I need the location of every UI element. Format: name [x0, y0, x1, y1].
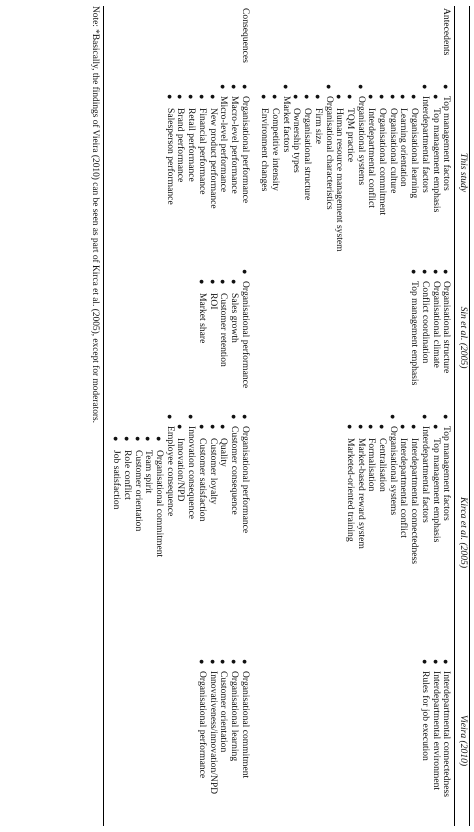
list-item: [387, 412, 398, 653]
list-item: [408, 267, 419, 408]
list-item: [207, 267, 218, 408]
list-item-text: Market-based reward system: [355, 438, 367, 549]
list-item: [269, 82, 280, 263]
list-item: [408, 412, 419, 653]
list-item-text: Organisational characteristics: [323, 96, 335, 210]
bullet-list: [111, 412, 250, 653]
list-item-text: Marketed-oriented training: [344, 438, 356, 542]
list-item-text: Customer orientation: [132, 450, 144, 532]
list-item: [387, 82, 398, 263]
list-item: [419, 657, 430, 824]
list-item-text: Organisational performance: [239, 281, 251, 389]
bullet-icon: ●: [398, 424, 409, 430]
bullet-icon: ●: [344, 94, 355, 100]
bullet-icon: ●: [409, 424, 420, 430]
list-item: [164, 412, 175, 653]
list-item: [121, 412, 132, 653]
bullet-icon: ●: [441, 414, 452, 420]
bullet-icon: ●: [419, 414, 430, 420]
bullet-icon: ●: [430, 424, 441, 430]
consequences-this-study: [104, 80, 253, 265]
list-item: [398, 412, 409, 653]
bullet-icon: ●: [154, 436, 165, 442]
list-item-text: TQM practice: [344, 108, 356, 163]
header-this-study: This study: [455, 80, 470, 265]
list-item: [259, 82, 270, 263]
list-item-text: Financial performance: [196, 108, 208, 195]
list-item-text: Role conflict: [121, 450, 133, 500]
bullet-icon: ●: [419, 659, 430, 665]
list-item: [228, 657, 239, 824]
bullet-icon: ●: [409, 269, 420, 275]
bullet-icon: ●: [196, 94, 207, 100]
header-cell-empty: [455, 6, 470, 80]
list-item-text: Employee consequence: [164, 426, 176, 517]
bullet-icon: ●: [111, 436, 122, 442]
bullet-icon: ●: [132, 436, 143, 442]
header-sin-2005: Sin et al. (2005): [455, 265, 470, 410]
list-item: [430, 412, 441, 653]
list-item: [441, 267, 452, 408]
list-item-text: Customer consequence: [228, 426, 240, 515]
bullet-icon: ●: [121, 436, 132, 442]
list-item: [196, 657, 207, 824]
bullet-icon: ●: [419, 269, 430, 275]
list-item-text: Macro-level performance: [228, 96, 240, 194]
bullet-icon: ●: [228, 414, 239, 420]
bullet-list: [259, 82, 452, 263]
list-item-text: Customer retention: [218, 293, 230, 367]
list-item: [344, 82, 355, 263]
list-item: [239, 82, 250, 263]
bullet-icon: ●: [419, 84, 430, 90]
list-item-text: Organisational structure: [302, 108, 314, 201]
list-item: [430, 82, 441, 263]
bullet-icon: ●: [366, 424, 377, 430]
list-item-text: Organisational performance: [239, 426, 251, 534]
list-item: [376, 82, 387, 263]
list-item-text: Top management factors: [441, 426, 453, 521]
list-item: [419, 82, 430, 263]
bullet-icon: ●: [196, 279, 207, 285]
bullet-icon: ●: [344, 424, 355, 430]
list-item-text: Innovativeness/innovation/NPD: [207, 671, 219, 795]
row-antecedents: [253, 6, 455, 826]
bullet-icon: ●: [164, 94, 175, 100]
bullet-icon: ●: [387, 94, 398, 100]
bullet-icon: ●: [186, 414, 197, 420]
bullet-icon: ●: [228, 279, 239, 285]
bullet-list: [408, 267, 451, 408]
header-vieira-2010: Vieira (2010): [455, 655, 470, 826]
bullet-list: [196, 657, 250, 824]
list-item-text: Organisational learning: [409, 108, 421, 199]
list-item-text: Organisational commitment: [239, 671, 251, 779]
bullet-icon: ●: [280, 84, 291, 90]
bullet-icon: ●: [270, 94, 281, 100]
list-item: [143, 412, 154, 653]
list-item: [207, 412, 218, 653]
bullet-icon: ●: [175, 94, 186, 100]
bullet-list: [164, 82, 250, 263]
list-item: [111, 412, 122, 653]
list-item-text: Interdepartmental conflict: [398, 438, 410, 538]
list-item: [239, 267, 250, 408]
bullet-icon: ●: [409, 94, 420, 100]
header-kirca-2005: Kirca et al. (2005): [455, 410, 470, 655]
consequences-sin-2005: [104, 265, 253, 410]
header-row: [455, 6, 470, 826]
list-item-text: Interdepartmental factors: [419, 426, 431, 523]
bullet-list: [196, 267, 250, 408]
list-item: [239, 412, 250, 653]
list-item: [185, 412, 196, 653]
list-item: [408, 82, 419, 263]
list-item-text: Salesperson performance: [164, 108, 176, 205]
list-item-text: Organisational climate: [430, 281, 442, 368]
table-note: Note: *Basically, the findings of Vieira (2010) can be seen as part of Kirca et al. (2005), except for moderators.: [90, 6, 101, 423]
bullet-list: [344, 412, 451, 653]
list-item-text: Centralisation: [377, 438, 389, 492]
list-item-text: Interdepartmental connectedness: [409, 438, 421, 564]
bullet-icon: ●: [355, 424, 366, 430]
list-item: [291, 82, 302, 263]
list-item-text: Innovation/NPD: [175, 438, 187, 502]
row-consequences: [104, 6, 253, 826]
list-item-text: Retail performance: [186, 108, 198, 182]
list-item: [366, 82, 377, 263]
list-item: [153, 412, 164, 653]
bullet-icon: ●: [218, 279, 229, 285]
list-item: [441, 82, 452, 263]
list-item-text: Top management emphasis: [430, 438, 442, 543]
list-item: [441, 412, 452, 653]
list-item-text: Organisational culture: [387, 108, 399, 194]
list-item-text: Market share: [196, 293, 208, 344]
list-item-text: Learning orientation: [398, 108, 410, 187]
bullet-icon: ●: [377, 424, 388, 430]
bullet-icon: ●: [239, 659, 250, 665]
list-item: [218, 657, 229, 824]
bullet-icon: ●: [143, 436, 154, 442]
list-item: [419, 412, 430, 653]
list-item-text: Organisational performance: [196, 671, 208, 779]
list-item-text: Interdepartmental factors: [419, 96, 431, 193]
bullet-icon: ●: [228, 659, 239, 665]
list-item: [239, 657, 250, 824]
bullet-icon: ●: [430, 659, 441, 665]
list-item-text: Human resource management system: [334, 108, 346, 252]
row-label-antecedents: Antecedents: [441, 8, 453, 56]
bullet-icon: ●: [366, 94, 377, 100]
list-item: [207, 82, 218, 263]
list-item-text: ROI: [207, 293, 219, 310]
bullet-icon: ●: [239, 84, 250, 90]
bullet-icon: ●: [207, 424, 218, 430]
list-item-text: Top management emphasis: [430, 108, 442, 213]
list-item-text: Organisational structure: [441, 281, 453, 374]
list-item-text: Rules for job execution: [419, 671, 431, 761]
list-item: [218, 82, 229, 263]
antecedents-vieira-2010: [253, 655, 455, 826]
list-item-text: Customer satisfaction: [196, 438, 208, 522]
list-item: [175, 82, 186, 263]
bullet-icon: ●: [430, 269, 441, 275]
bullet-icon: ●: [323, 84, 334, 90]
list-item: [196, 267, 207, 408]
antecedents-sin-2005: [253, 265, 455, 410]
list-item: [132, 412, 143, 653]
list-item-text: Customer loyalty: [207, 438, 219, 505]
list-item-text: Interdepartmental connectedness: [441, 671, 453, 797]
consequences-kirca-2005: [104, 410, 253, 655]
list-item-text: Firm size: [312, 108, 324, 144]
list-item: [398, 82, 409, 263]
list-item-text: Micro-level performance: [218, 96, 230, 193]
list-item-text: Formalisation: [366, 438, 378, 492]
list-item: [430, 657, 441, 824]
list-item: [312, 82, 323, 263]
list-item: [376, 412, 387, 653]
list-item: [228, 412, 239, 653]
list-item: [207, 657, 218, 824]
list-item-text: Organisational systems: [355, 96, 367, 186]
list-item: [344, 412, 355, 653]
list-item: [301, 82, 312, 263]
bullet-icon: ●: [218, 84, 229, 90]
list-item-text: Conflict coordination: [419, 281, 431, 364]
bullet-icon: ●: [207, 279, 218, 285]
list-item-text: Customer orientation: [218, 671, 230, 753]
list-item-text: Top management emphasis: [409, 281, 421, 386]
list-item-text: Organisational commitment: [377, 108, 389, 216]
list-item: [228, 267, 239, 408]
list-item: [280, 82, 291, 263]
list-item: [228, 82, 239, 263]
bullet-icon: ●: [239, 269, 250, 275]
list-item-text: Ownership types: [291, 108, 303, 173]
consequences-vieira-2010: [104, 655, 253, 826]
list-item-text: Market factors: [280, 96, 292, 153]
bullet-icon: ●: [207, 659, 218, 665]
bullet-icon: ●: [175, 424, 186, 430]
bullet-icon: ●: [228, 84, 239, 90]
bullet-icon: ●: [430, 94, 441, 100]
list-item: [323, 82, 334, 263]
bullet-list: [419, 657, 451, 824]
list-item: [355, 412, 366, 653]
list-item: [175, 412, 186, 653]
bullet-icon: ●: [259, 94, 270, 100]
list-item-text: Interdepartmental conflict: [366, 108, 378, 208]
bullet-icon: ●: [334, 94, 345, 100]
bullet-icon: ●: [441, 269, 452, 275]
antecedents-kirca-2005: [253, 410, 455, 655]
list-item: [185, 82, 196, 263]
list-item: [419, 267, 430, 408]
list-item: [218, 267, 229, 408]
list-item-text: Sales growth: [228, 293, 240, 343]
bullet-icon: ●: [441, 84, 452, 90]
list-item: [430, 267, 441, 408]
bullet-icon: ●: [377, 94, 388, 100]
list-item-text: Brand performance: [175, 108, 187, 183]
list-item: [196, 412, 207, 653]
list-item-text: Innovation consequence: [186, 426, 198, 519]
bullet-icon: ●: [218, 659, 229, 665]
bullet-icon: ●: [302, 94, 313, 100]
bullet-icon: ●: [291, 94, 302, 100]
list-item: [366, 412, 377, 653]
bullet-icon: ●: [196, 659, 207, 665]
findings-table: [104, 6, 471, 826]
list-item: [196, 82, 207, 263]
list-item-text: Top management factors: [441, 96, 453, 191]
bullet-icon: ●: [387, 414, 398, 420]
bullet-icon: ●: [196, 424, 207, 430]
list-item: [334, 82, 345, 263]
list-item-text: Organisational systems: [387, 426, 399, 516]
list-item-text: Quality: [218, 438, 230, 467]
row-label-consequences: Consequences: [104, 6, 253, 80]
list-item-text: Organisational commitment: [154, 450, 166, 558]
bullet-icon: ●: [186, 94, 197, 100]
bullet-icon: ●: [207, 94, 218, 100]
list-item-text: Team spirit: [143, 450, 155, 494]
antecedents-this-study: [253, 80, 455, 265]
list-item-text: New product performance: [207, 108, 219, 209]
bullet-icon: ●: [441, 659, 452, 665]
table-body: [104, 6, 455, 826]
list-item: [218, 412, 229, 653]
bullet-icon: ●: [164, 414, 175, 420]
list-item-text: Interdepartmental environment: [430, 671, 442, 791]
bullet-icon: ●: [355, 84, 366, 90]
bullet-icon: ●: [239, 414, 250, 420]
list-item: [441, 657, 452, 824]
list-item-text: Organisational performance: [239, 96, 251, 204]
list-item-text: Job satisfaction: [111, 450, 123, 510]
list-item-text: Environment changes: [259, 108, 271, 192]
list-item: [355, 82, 366, 263]
bullet-icon: ●: [218, 424, 229, 430]
list-item-text: Competitive intensity: [270, 108, 282, 191]
bullet-icon: ●: [312, 94, 323, 100]
bullet-icon: ●: [398, 94, 409, 100]
list-item: [164, 82, 175, 263]
list-item-text: Organisational learning: [228, 671, 240, 762]
